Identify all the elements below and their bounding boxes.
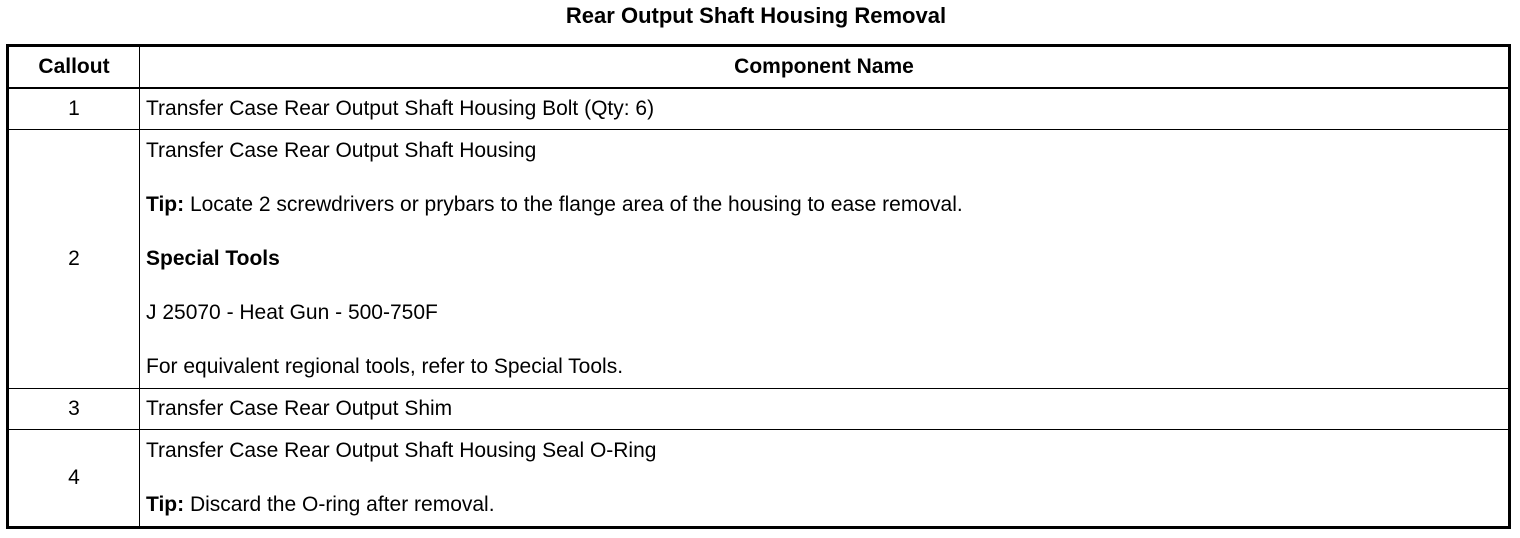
tip-text: Discard the O-ring after removal. xyxy=(184,493,495,516)
tip-label: Tip: xyxy=(146,493,185,516)
callout-number: 4 xyxy=(8,430,140,528)
component-cell xyxy=(140,430,1510,528)
regional-tools-note: For equivalent regional tools, refer to Special Tools. xyxy=(146,355,624,378)
component-name: Transfer Case Rear Output Shaft Housing Seal O-Ring xyxy=(146,439,657,462)
table-row xyxy=(8,430,1510,528)
special-tools-heading: Special Tools xyxy=(146,247,280,270)
table-row xyxy=(8,389,1510,430)
tip-text: Locate 2 screwdrivers or prybars to the flange area of the housing to ease removal. xyxy=(184,193,963,216)
table-row xyxy=(8,130,1510,389)
component-name: Transfer Case Rear Output Shim xyxy=(140,389,1510,430)
tip-paragraph xyxy=(146,493,1502,517)
component-name: Transfer Case Rear Output Shaft Housing Bolt (Qty: 6) xyxy=(140,88,1510,130)
callout-number: 3 xyxy=(8,389,140,430)
callout-table xyxy=(6,44,1511,529)
document-title: Rear Output Shaft Housing Removal xyxy=(565,3,947,28)
table-header-row xyxy=(8,46,1510,89)
component-cell xyxy=(140,130,1510,389)
component-name: Transfer Case Rear Output Shaft Housing xyxy=(146,139,537,162)
tip-paragraph xyxy=(146,193,1502,217)
header-callout: Callout xyxy=(8,46,140,89)
header-component-name: Component Name xyxy=(140,46,1510,89)
callout-number: 2 xyxy=(8,130,140,389)
special-tool-item: J 25070 - Heat Gun - 500-750F xyxy=(146,301,438,324)
table-row xyxy=(8,88,1510,130)
callout-number: 1 xyxy=(8,88,140,130)
tip-label: Tip: xyxy=(146,193,185,216)
